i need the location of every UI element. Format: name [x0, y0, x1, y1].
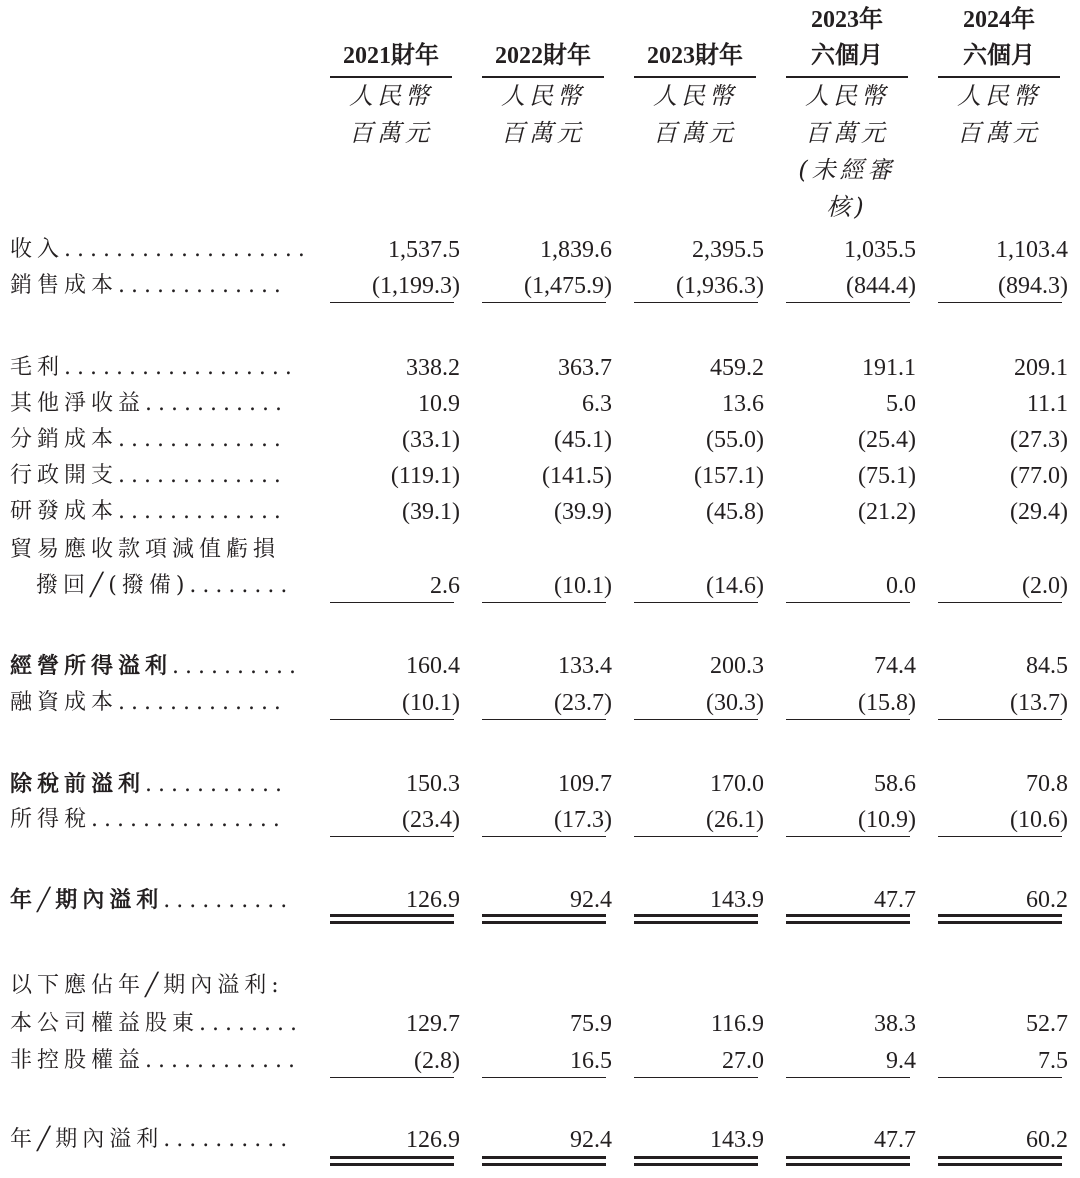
row-value: 52.7 [1026, 1011, 1068, 1037]
table-row [0, 386, 1080, 422]
row-label [10, 350, 298, 386]
table-row [0, 350, 1080, 386]
total-double-rule [482, 914, 606, 924]
row-value: 92.4 [570, 887, 612, 913]
row-value: 2,395.5 [692, 237, 764, 263]
row-value: 9.4 [886, 1048, 916, 1074]
row-value: (39.9) [554, 499, 612, 525]
column-header-title: 2021財年 [343, 43, 439, 69]
row-value: (39.1) [402, 499, 460, 525]
table-row [0, 766, 1080, 802]
row-value: (17.3) [554, 807, 612, 833]
row-label-text: 以下應佔年╱期內溢利: [10, 973, 284, 998]
row-label-text: 研發成本 [10, 499, 119, 524]
row-value: (25.4) [858, 427, 916, 453]
row-value: (1,199.3) [372, 273, 460, 299]
subtotal-rule [938, 602, 1062, 603]
subtotal-rule [786, 719, 910, 720]
row-leader-dots: ............. [118, 463, 287, 488]
row-leader-dots: .......... [163, 888, 294, 913]
row-value: 209.1 [1014, 355, 1068, 381]
subtotal-rule [482, 602, 606, 603]
row-value: 363.7 [558, 355, 612, 381]
column-header-unit: 人民幣 [501, 82, 585, 110]
subtotal-rule [634, 302, 758, 303]
subtotal-rule [634, 1077, 758, 1078]
row-value: 6.3 [582, 391, 612, 417]
subtotal-rule [786, 602, 910, 603]
table-row [0, 968, 1080, 1004]
row-leader-dots: ............. [118, 499, 287, 524]
table-row [0, 802, 1080, 838]
total-double-rule [634, 914, 758, 924]
column-header-unit: (未經審核) [798, 156, 896, 221]
row-value: (844.4) [846, 273, 916, 299]
subtotal-rule [938, 302, 1062, 303]
row-label-text: 分銷成本 [10, 427, 119, 452]
subtotal-rule [482, 302, 606, 303]
column-header [786, 2, 908, 226]
row-value: (33.1) [402, 427, 460, 453]
subtotal-rule [938, 836, 1062, 837]
subtotal-rule [482, 1077, 606, 1078]
row-leader-dots: ........ [189, 573, 294, 598]
row-value: 58.6 [874, 771, 916, 797]
row-value: 84.5 [1026, 653, 1068, 679]
row-label [10, 494, 287, 530]
column-header-unit: 人民幣 [805, 82, 889, 110]
total-double-rule [786, 914, 910, 924]
total-double-rule [938, 914, 1062, 924]
row-value: (10.9) [858, 807, 916, 833]
row-value: 109.7 [558, 771, 612, 797]
table-row [0, 532, 1080, 568]
subtotal-rule [330, 302, 454, 303]
column-header-unit: 百萬元 [349, 119, 433, 147]
row-label-text: 銷售成本 [10, 273, 119, 298]
row-value: 459.2 [710, 355, 764, 381]
total-double-rule [330, 914, 454, 924]
column-header-title [330, 2, 452, 38]
row-value: 16.5 [570, 1048, 612, 1074]
row-label [10, 882, 293, 919]
row-value: (75.1) [858, 463, 916, 489]
row-value: (15.8) [858, 690, 916, 716]
row-leader-dots: ............. [118, 273, 287, 298]
row-leader-dots: ............. [118, 427, 287, 452]
row-value: (23.7) [554, 690, 612, 716]
row-leader-dots: ........ [199, 1011, 303, 1036]
subtotal-rule [330, 1077, 454, 1078]
row-value: 126.9 [406, 887, 460, 913]
row-value: (1,936.3) [676, 273, 764, 299]
table-row [0, 494, 1080, 530]
row-value: 47.7 [874, 887, 916, 913]
row-label-text: 撥回╱(撥備) [36, 573, 190, 598]
row-value: 60.2 [1026, 887, 1068, 913]
row-label [10, 458, 287, 494]
column-header-unit: 人民幣 [349, 82, 433, 110]
row-value: 170.0 [710, 771, 764, 797]
row-leader-dots: .......... [163, 1127, 294, 1152]
subtotal-rule [634, 719, 758, 720]
row-value: (45.8) [706, 499, 764, 525]
row-value: 133.4 [558, 653, 612, 679]
row-label-text: 經營所得溢利 [10, 653, 173, 679]
row-label-text: 收入 [10, 237, 65, 262]
row-label [10, 802, 286, 838]
total-double-rule [938, 1156, 1062, 1166]
column-header-unit: 百萬元 [957, 119, 1041, 147]
column-header-title [482, 2, 604, 38]
total-double-rule [634, 1156, 758, 1166]
table-row [0, 458, 1080, 494]
subtotal-rule [634, 836, 758, 837]
row-value: 150.3 [406, 771, 460, 797]
subtotal-rule [786, 836, 910, 837]
row-value: 38.3 [874, 1011, 916, 1037]
row-value: (1,475.9) [524, 273, 612, 299]
total-double-rule [482, 1156, 606, 1166]
subtotal-rule [330, 836, 454, 837]
row-value: (10.6) [1010, 807, 1068, 833]
total-double-rule [330, 1156, 454, 1166]
subtotal-rule [482, 719, 606, 720]
row-value: 160.4 [406, 653, 460, 679]
row-value: (27.3) [1010, 427, 1068, 453]
row-value: (23.4) [402, 807, 460, 833]
subtotal-rule [786, 302, 910, 303]
subtotal-rule [938, 1077, 1062, 1078]
row-value: 191.1 [862, 355, 916, 381]
row-leader-dots: ............ [145, 1048, 301, 1073]
row-value: 1,035.5 [844, 237, 916, 263]
row-leader-dots: ........... [145, 772, 288, 797]
column-header-unit: 人民幣 [653, 82, 737, 110]
row-label-text: 貿易應收款項減值虧損 [10, 537, 281, 562]
table-row [0, 268, 1080, 304]
column-header-title [634, 2, 756, 38]
column-header [330, 2, 452, 152]
row-leader-dots: ................... [64, 237, 311, 262]
row-value: 143.9 [710, 887, 764, 913]
column-header [482, 2, 604, 152]
row-value: (13.7) [1010, 690, 1068, 716]
row-value: 10.9 [418, 391, 460, 417]
row-label [10, 268, 287, 304]
row-value: 5.0 [886, 391, 916, 417]
row-value: (894.3) [998, 273, 1068, 299]
row-label [10, 968, 284, 1004]
row-value: 200.3 [710, 653, 764, 679]
row-label [36, 568, 293, 604]
row-label-text: 融資成本 [10, 690, 119, 715]
row-label-text: 其他淨收益 [10, 391, 146, 416]
row-value: 70.8 [1026, 771, 1068, 797]
row-value: 1,103.4 [996, 237, 1068, 263]
row-value: (77.0) [1010, 463, 1068, 489]
row-label-text: 本公司權益股東 [10, 1011, 200, 1036]
row-label [10, 532, 280, 568]
column-header-title: 2023年 [811, 7, 883, 33]
table-row [0, 1006, 1080, 1042]
row-value: (30.3) [706, 690, 764, 716]
subtotal-rule [330, 719, 454, 720]
row-value: (157.1) [694, 463, 764, 489]
row-value: 143.9 [710, 1127, 764, 1153]
row-value: 92.4 [570, 1127, 612, 1153]
row-value: (10.1) [402, 690, 460, 716]
row-label [10, 422, 287, 458]
subtotal-rule [634, 602, 758, 603]
row-label [10, 648, 302, 685]
row-label-text: 年╱期內溢利 [10, 887, 164, 913]
table-row [0, 568, 1080, 604]
row-value: 116.9 [710, 1011, 764, 1037]
row-label [10, 1006, 303, 1042]
total-double-rule [786, 1156, 910, 1166]
row-label [10, 766, 288, 803]
table-row [0, 1122, 1080, 1158]
row-value: 27.0 [722, 1048, 764, 1074]
row-value: 1,537.5 [388, 237, 460, 263]
row-label [10, 386, 288, 422]
row-value: 126.9 [406, 1127, 460, 1153]
row-value: (2.0) [1022, 573, 1068, 599]
row-value: (14.6) [706, 573, 764, 599]
row-value: (55.0) [706, 427, 764, 453]
row-value: 7.5 [1038, 1048, 1068, 1074]
column-header-unit: 百萬元 [653, 119, 737, 147]
column-header [634, 2, 756, 152]
row-value: 338.2 [406, 355, 460, 381]
row-label-text: 非控股權益 [10, 1048, 146, 1073]
column-header-title: 六個月 [811, 43, 883, 69]
row-leader-dots: .................. [64, 355, 298, 380]
column-header-title: 2022財年 [495, 43, 591, 69]
row-value: 1,839.6 [540, 237, 612, 263]
row-label [10, 1122, 293, 1158]
table-row [0, 232, 1080, 268]
row-value: 13.6 [722, 391, 764, 417]
row-value: (2.8) [414, 1048, 460, 1074]
row-value: (29.4) [1010, 499, 1068, 525]
row-value: 2.6 [430, 573, 460, 599]
row-value: 47.7 [874, 1127, 916, 1153]
row-label [10, 1043, 301, 1079]
row-leader-dots: ........... [145, 391, 288, 416]
row-value: (45.1) [554, 427, 612, 453]
row-value: (10.1) [554, 573, 612, 599]
row-label-text: 除稅前溢利 [10, 771, 146, 797]
row-label-text: 年╱期內溢利 [10, 1127, 164, 1152]
table-row [0, 882, 1080, 918]
column-header-unit: 人民幣 [957, 82, 1041, 110]
row-label-text: 毛利 [10, 355, 65, 380]
row-leader-dots: .......... [172, 654, 302, 679]
row-value: 129.7 [406, 1011, 460, 1037]
column-header-title: 2023財年 [647, 43, 743, 69]
row-value: (21.2) [858, 499, 916, 525]
row-value: 74.4 [874, 653, 916, 679]
row-value: 11.1 [1026, 391, 1068, 417]
subtotal-rule [330, 602, 454, 603]
row-label [10, 232, 311, 268]
row-value: 0.0 [886, 573, 916, 599]
subtotal-rule [938, 719, 1062, 720]
row-leader-dots: ............... [91, 807, 286, 832]
table-row [0, 1043, 1080, 1079]
row-value: (26.1) [706, 807, 764, 833]
subtotal-rule [482, 836, 606, 837]
row-value: 75.9 [570, 1011, 612, 1037]
column-header-title: 六個月 [963, 43, 1035, 69]
row-value: (141.5) [542, 463, 612, 489]
column-header-unit: 百萬元 [805, 119, 889, 147]
row-leader-dots: ............. [118, 690, 287, 715]
row-label [10, 685, 287, 721]
row-value: 60.2 [1026, 1127, 1068, 1153]
table-row [0, 685, 1080, 721]
column-header [938, 2, 1060, 152]
row-label-text: 所得稅 [10, 807, 92, 832]
table-row [0, 422, 1080, 458]
subtotal-rule [786, 1077, 910, 1078]
column-header-unit: 百萬元 [501, 119, 585, 147]
row-label-text: 行政開支 [10, 463, 119, 488]
column-header-title: 2024年 [963, 7, 1035, 33]
table-row [0, 648, 1080, 684]
row-value: (119.1) [390, 463, 460, 489]
